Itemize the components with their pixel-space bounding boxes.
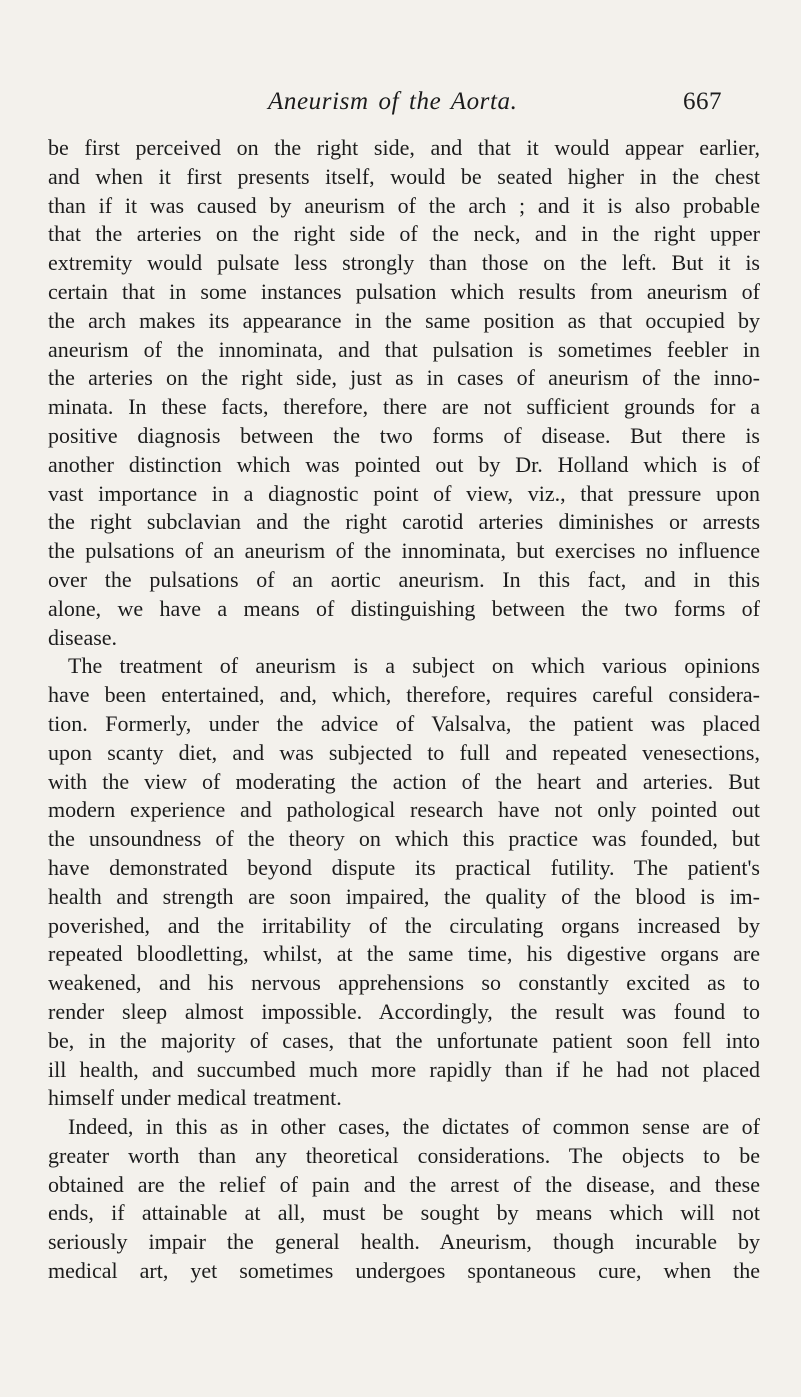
body-text	[48, 134, 760, 1286]
text-line: minata. In these facts, therefore, there are not sufficient grounds for a	[48, 394, 760, 420]
text-line: medical art, yet sometimes undergoes spontaneous cure, when the	[48, 1258, 760, 1284]
paragraph	[48, 134, 760, 652]
text-line: the unsoundness of the theory on which this practice was founded, but	[48, 826, 760, 852]
text-line: Indeed, in this as in other cases, the dictates of common sense are of	[68, 1114, 760, 1140]
text-line: poverished, and the irritability of the circulating organs increased by	[48, 912, 760, 938]
text-line: seriously impair the general health. Aneurism, though incurable by	[48, 1229, 760, 1255]
text-line: be, in the majority of cases, that the unfortunate patient soon fell into	[48, 1027, 760, 1053]
text-line: over the pulsations of an aortic aneurism. In this fact, and in this	[48, 566, 760, 592]
text-line: tion. Formerly, under the advice of Valsalva, the patient was placed	[48, 710, 760, 736]
text-line: another distinction which was pointed out by Dr. Holland which is of	[48, 451, 760, 477]
text-line: alone, we have a means of distinguishing between the two forms of	[48, 595, 760, 621]
text-line: with the view of moderating the action of the heart and arteries. But	[48, 768, 760, 794]
text-line: modern experience and pathological research have not only pointed out	[48, 797, 760, 823]
text-line: aneurism of the innominata, and that pulsation is sometimes feebler in	[48, 336, 760, 362]
text-line: render sleep almost impossible. Accordingly, the result was found to	[48, 998, 760, 1024]
text-line: and when it first presents itself, would be seated higher in the chest	[48, 163, 760, 189]
text-line: obtained are the relief of pain and the arrest of the disease, and these	[48, 1171, 760, 1197]
text-line: positive diagnosis between the two forms of disease. But there is	[48, 422, 760, 448]
paragraph	[48, 652, 760, 1113]
text-line: greater worth than any theoretical considerations. The objects to be	[48, 1142, 760, 1168]
text-line: weakened, and his nervous apprehensions so constantly excited as to	[48, 970, 760, 996]
text-line: the arch makes its appearance in the same position as that occupied by	[48, 307, 760, 333]
text-line: the arteries on the right side, just as in cases of aneurism of the inno-	[48, 365, 760, 391]
text-line: ends, if attainable at all, must be sought by means which will not	[48, 1200, 760, 1226]
running-title: Aneurism of the Aorta.	[268, 88, 518, 115]
text-line: have demonstrated beyond dispute its practical futility. The patient's	[48, 854, 760, 880]
text-line: himself under medical treatment.	[48, 1085, 342, 1111]
text-line: have been entertained, and, which, therefore, requires careful considera-	[48, 682, 760, 708]
page-header	[0, 88, 801, 118]
text-line: The treatment of aneurism is a subject on which various opinions	[68, 653, 760, 679]
text-line: be first perceived on the right side, and that it would appear earlier,	[48, 135, 760, 160]
text-line: health and strength are soon impaired, the quality of the blood is im-	[48, 883, 760, 909]
text-line: than if it was caused by aneurism of the arch ; and it is also probable	[48, 192, 760, 218]
text-line: repeated bloodletting, whilst, at the same time, his digestive organs are	[48, 941, 760, 967]
text-line: certain that in some instances pulsation which results from aneurism of	[48, 278, 760, 304]
text-line: disease.	[48, 624, 118, 650]
text-line: ill health, and succumbed much more rapidly than if he had not placed	[48, 1056, 760, 1082]
page-number: 667	[683, 88, 722, 115]
text-line: vast importance in a diagnostic point of view, viz., that pressure upon	[48, 480, 760, 506]
text-line: the pulsations of an aneurism of the innominata, but exercises no influence	[48, 538, 760, 564]
text-line: that the arteries on the right side of the neck, and in the right upper	[48, 221, 760, 247]
text-line: extremity would pulsate less strongly than those on the left. But it is	[48, 250, 760, 276]
text-line: the right subclavian and the right carotid arteries diminishes or arrests	[48, 509, 760, 535]
text-line: upon scanty diet, and was subjected to full and repeated venesections,	[48, 739, 760, 765]
paragraph	[48, 1113, 760, 1286]
